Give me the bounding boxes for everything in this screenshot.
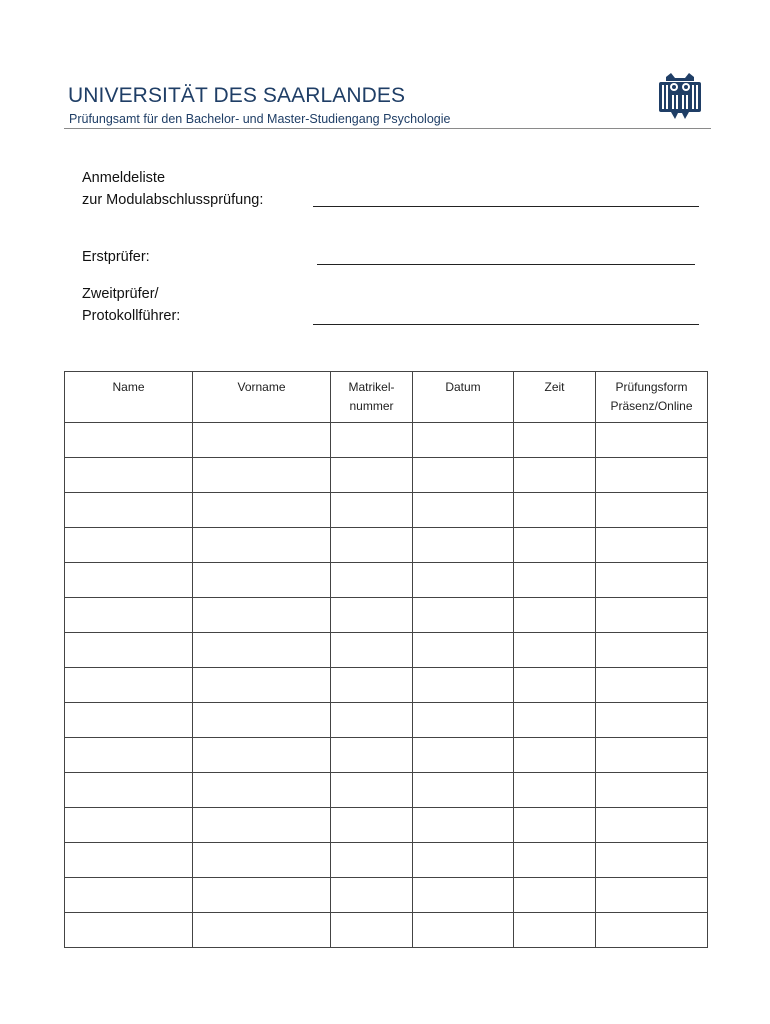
cell-matrikelnummer[interactable] <box>331 493 413 528</box>
cell-name[interactable] <box>65 668 193 703</box>
zweitpruefer-label-line2: Protokollführer: <box>82 308 181 324</box>
cell-name[interactable] <box>65 493 193 528</box>
anmeldeliste-label <box>82 167 263 211</box>
anmeldeliste-label-line2: zur Modulabschlussprüfung: <box>82 192 264 208</box>
header-vorname-line1: Vorname <box>237 380 286 394</box>
cell-vorname[interactable] <box>193 913 331 948</box>
cell-vorname[interactable] <box>193 738 331 773</box>
cell-datum[interactable] <box>413 913 514 948</box>
cell-name[interactable] <box>65 773 193 808</box>
cell-pruefungsform[interactable] <box>596 843 708 878</box>
cell-matrikelnummer[interactable] <box>331 878 413 913</box>
cell-datum[interactable] <box>413 563 514 598</box>
registration-table <box>64 371 708 948</box>
table-row <box>65 878 708 913</box>
table-row <box>65 458 708 493</box>
table-header-row <box>65 372 708 423</box>
table-row <box>65 563 708 598</box>
cell-zeit[interactable] <box>514 703 596 738</box>
table-row <box>65 598 708 633</box>
table-row <box>65 633 708 668</box>
cell-name[interactable] <box>65 528 193 563</box>
cell-datum[interactable] <box>413 633 514 668</box>
header-pruefungsform-line1: Prüfungsform <box>615 380 688 394</box>
cell-zeit[interactable] <box>514 668 596 703</box>
cell-pruefungsform[interactable] <box>596 913 708 948</box>
cell-matrikelnummer[interactable] <box>331 598 413 633</box>
cell-zeit[interactable] <box>514 458 596 493</box>
header-name <box>65 372 193 423</box>
cell-pruefungsform[interactable] <box>596 773 708 808</box>
cell-matrikelnummer[interactable] <box>331 738 413 773</box>
table-row <box>65 528 708 563</box>
cell-vorname[interactable] <box>193 808 331 843</box>
erstpruefer-label: Erstprüfer: <box>82 249 150 265</box>
zweitpruefer-label <box>82 283 180 327</box>
cell-vorname[interactable] <box>193 598 331 633</box>
table-row <box>65 843 708 878</box>
cell-datum[interactable] <box>413 493 514 528</box>
anmeldeliste-label-line1: Anmeldeliste <box>82 170 166 186</box>
cell-datum[interactable] <box>413 528 514 563</box>
cell-pruefungsform[interactable] <box>596 458 708 493</box>
cell-name[interactable] <box>65 458 193 493</box>
header-datum <box>413 372 514 423</box>
cell-matrikelnummer[interactable] <box>331 703 413 738</box>
cell-name[interactable] <box>65 738 193 773</box>
cell-name[interactable] <box>65 563 193 598</box>
cell-datum[interactable] <box>413 458 514 493</box>
header-matrikelnummer-line1: Matrikel- <box>348 380 395 394</box>
cell-vorname[interactable] <box>193 493 331 528</box>
header-matrikelnummer-line2: nummer <box>349 399 394 413</box>
cell-name[interactable] <box>65 843 193 878</box>
university-title: UNIVERSITÄT DES SAARLANDES <box>68 84 406 107</box>
cell-zeit[interactable] <box>514 738 596 773</box>
cell-zeit[interactable] <box>514 633 596 668</box>
cell-matrikelnummer[interactable] <box>331 423 413 458</box>
header-name-line1: Name <box>112 380 145 394</box>
cell-datum[interactable] <box>413 598 514 633</box>
table-row <box>65 773 708 808</box>
owl-crest-icon <box>657 71 703 121</box>
cell-pruefungsform[interactable] <box>596 633 708 668</box>
cell-datum[interactable] <box>413 423 514 458</box>
cell-datum[interactable] <box>413 703 514 738</box>
erstpruefer-input-line[interactable] <box>317 264 695 265</box>
cell-pruefungsform[interactable] <box>596 703 708 738</box>
cell-pruefungsform[interactable] <box>596 528 708 563</box>
cell-datum[interactable] <box>413 668 514 703</box>
cell-pruefungsform[interactable] <box>596 493 708 528</box>
table-row <box>65 703 708 738</box>
header-vorname <box>193 372 331 423</box>
table-row <box>65 493 708 528</box>
cell-vorname[interactable] <box>193 773 331 808</box>
cell-vorname[interactable] <box>193 878 331 913</box>
cell-pruefungsform[interactable] <box>596 808 708 843</box>
cell-zeit[interactable] <box>514 563 596 598</box>
cell-matrikelnummer[interactable] <box>331 458 413 493</box>
cell-zeit[interactable] <box>514 423 596 458</box>
modulabschlusspruefung-input-line[interactable] <box>313 206 699 207</box>
cell-matrikelnummer[interactable] <box>331 913 413 948</box>
cell-zeit[interactable] <box>514 913 596 948</box>
office-subtitle: Prüfungsamt für den Bachelor- und Master-Studiengang Psychologie <box>69 112 451 126</box>
cell-matrikelnummer[interactable] <box>331 668 413 703</box>
zweitpruefer-label-line1: Zweitprüfer/ <box>82 286 159 302</box>
cell-vorname[interactable] <box>193 563 331 598</box>
cell-zeit[interactable] <box>514 493 596 528</box>
cell-name[interactable] <box>65 633 193 668</box>
cell-name[interactable] <box>65 423 193 458</box>
cell-pruefungsform[interactable] <box>596 423 708 458</box>
cell-matrikelnummer[interactable] <box>331 843 413 878</box>
cell-matrikelnummer[interactable] <box>331 808 413 843</box>
cell-vorname[interactable] <box>193 423 331 458</box>
cell-vorname[interactable] <box>193 528 331 563</box>
cell-datum[interactable] <box>413 773 514 808</box>
cell-pruefungsform[interactable] <box>596 668 708 703</box>
zweitpruefer-input-line[interactable] <box>313 324 699 325</box>
cell-matrikelnummer[interactable] <box>331 633 413 668</box>
cell-matrikelnummer[interactable] <box>331 528 413 563</box>
cell-pruefungsform[interactable] <box>596 738 708 773</box>
cell-zeit[interactable] <box>514 808 596 843</box>
table-row <box>65 913 708 948</box>
table-body <box>65 423 708 948</box>
cell-datum[interactable] <box>413 878 514 913</box>
header-pruefungsform <box>596 372 708 423</box>
cell-vorname[interactable] <box>193 703 331 738</box>
cell-datum[interactable] <box>413 738 514 773</box>
cell-name[interactable] <box>65 598 193 633</box>
cell-zeit[interactable] <box>514 773 596 808</box>
cell-name[interactable] <box>65 808 193 843</box>
cell-name[interactable] <box>65 913 193 948</box>
cell-name[interactable] <box>65 878 193 913</box>
cell-vorname[interactable] <box>193 843 331 878</box>
cell-vorname[interactable] <box>193 633 331 668</box>
cell-pruefungsform[interactable] <box>596 878 708 913</box>
cell-zeit[interactable] <box>514 598 596 633</box>
cell-pruefungsform[interactable] <box>596 563 708 598</box>
cell-vorname[interactable] <box>193 668 331 703</box>
header-datum-line1: Datum <box>445 380 481 394</box>
cell-zeit[interactable] <box>514 528 596 563</box>
header-pruefungsform-line2: Präsenz/Online <box>610 399 693 413</box>
header-zeit <box>514 372 596 423</box>
header-zeit-line1: Zeit <box>544 380 565 394</box>
header-divider <box>64 128 711 129</box>
cell-zeit[interactable] <box>514 843 596 878</box>
table-row <box>65 668 708 703</box>
cell-matrikelnummer[interactable] <box>331 563 413 598</box>
cell-zeit[interactable] <box>514 878 596 913</box>
table-row <box>65 808 708 843</box>
cell-datum[interactable] <box>413 843 514 878</box>
table-row <box>65 738 708 773</box>
cell-vorname[interactable] <box>193 458 331 493</box>
cell-pruefungsform[interactable] <box>596 598 708 633</box>
header-matrikelnummer <box>331 372 413 423</box>
cell-datum[interactable] <box>413 808 514 843</box>
cell-matrikelnummer[interactable] <box>331 773 413 808</box>
cell-name[interactable] <box>65 703 193 738</box>
table-row <box>65 423 708 458</box>
